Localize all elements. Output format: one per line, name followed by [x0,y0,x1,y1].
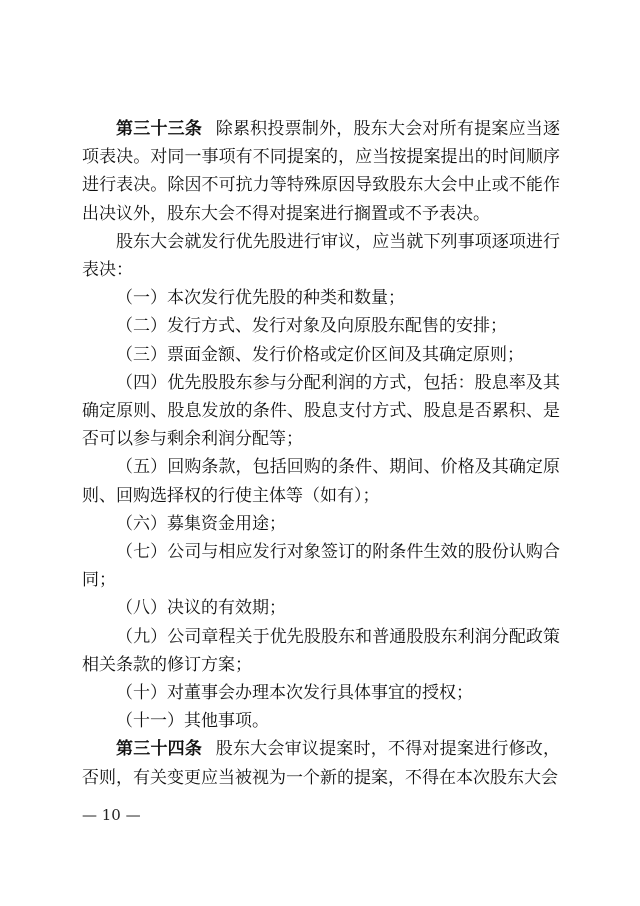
article-34-paragraph [82,735,560,791]
article-34-number: 第三十四条 [116,739,203,760]
list-item: （四）优先股股东参与分配利润的方式，包括：股息率及其确定原则、股息发放的条件、股息支付方式、股息是否累积、是否可以参与剩余利润分配等； [82,372,560,450]
list-item: （一）本次发行优先股的种类和数量； [116,288,405,309]
article-33-paragraph [82,115,560,228]
list-item: （十）对董事会办理本次发行具体事宜的授权； [116,683,473,704]
document-body [82,115,560,792]
list-item: （六）募集资金用途； [116,513,286,534]
list-item: （十一）其他事项。 [116,711,269,732]
list-item: （三）票面金额、发行价格或定价区间及其确定原则； [116,344,524,365]
article-33-number: 第三十三条 [116,119,203,139]
page-number: — 10 — [82,806,141,824]
list-item: （九）公司章程关于优先股股东和普通股股东利润分配政策相关条款的修订方案； [82,626,560,675]
list-item: （八）决议的有效期； [116,598,286,619]
list-item: （五）回购条款，包括回购的条件、期间、价格及其确定原则、回购选择权的行使主体等（如有）； [82,457,560,506]
article-33-text: 除累积投票制外，股东大会对所有提案应当逐项表决。对同一事项有不同提案的，应当按提案提出的时间顺序进行表决。除因不可抗力等特殊原因导致股东大会中止或不能作出决议外，股东大会不得对提案进行搁置或不予表决。 [82,119,561,224]
list-item: （七）公司与相应发行对象签订的附条件生效的股份认购合同； [82,542,560,591]
article-34-text: 股东大会审议提案时，不得对提案进行修改，否则，有关变更应当被视为一个新的提案，不得在本次股东大会 [82,739,561,788]
list-item: （二）发行方式、发行对象及向原股东配售的安排； [116,316,507,337]
preferred-stock-intro: 股东大会就发行优先股进行审议，应当就下列事项逐项进行表决： [82,231,560,281]
